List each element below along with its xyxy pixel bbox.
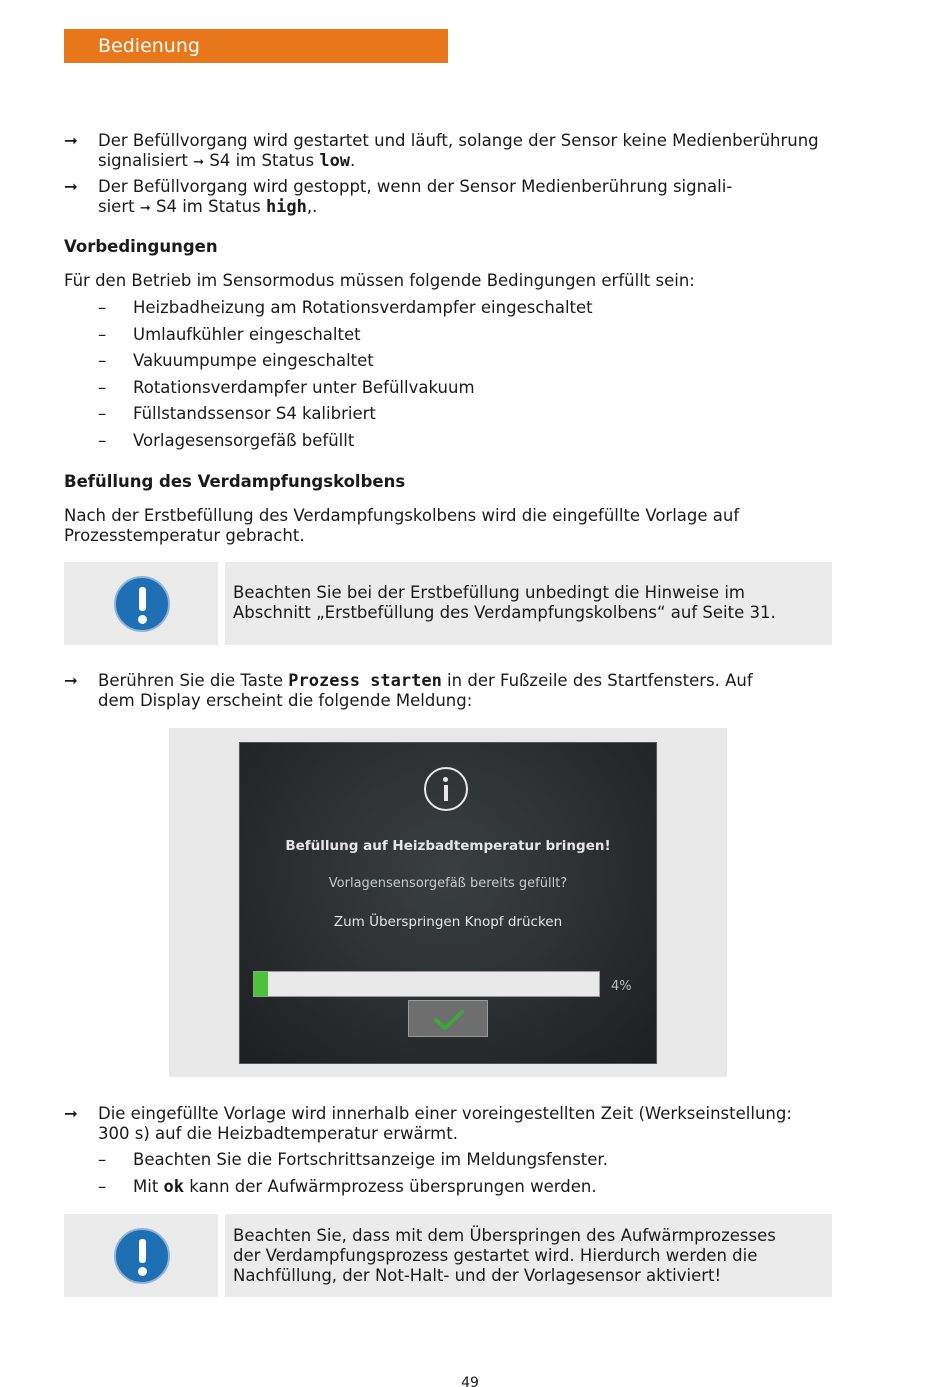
progress-bar: [253, 971, 600, 997]
step-item-2: [64, 1104, 844, 1144]
status-code-high: high: [265, 197, 307, 217]
list-item: – Vorlagesensorgefäß befüllt: [98, 430, 355, 450]
list-item: – Heizbadheizung am Rotationsverdampfer eingeschaltet: [98, 298, 593, 317]
list-item: – Beachten Sie die Fortschrittsanzeige im Meldungsfenster.: [98, 1150, 608, 1169]
note-text-1: Beachten Sie bei der Erstbefüllung unbedingt die Hinweise im Abschnitt „Erstbefüllung des Verdampfungskolbens“ auf Seite 31.: [225, 562, 832, 645]
intro-item-1: [64, 131, 844, 173]
small-arrow-icon: ➞: [193, 155, 205, 170]
list-item: – Rotationsverdampfer unter Befüllvakuum: [98, 377, 475, 397]
heading-prerequisites: Vorbedingungen: [64, 237, 218, 256]
arrow-right-icon: ➞: [64, 131, 78, 150]
info-icon: [424, 767, 468, 811]
note-box-2: [64, 1214, 832, 1297]
display-question: Vorlagensensorgefäß bereits gefüllt?: [328, 876, 568, 891]
arrow-right-icon: ➞: [64, 177, 78, 196]
arrow-right-icon: ➞: [64, 671, 78, 690]
note-icon-cell: [64, 1214, 218, 1297]
intro-item-2: [64, 177, 844, 219]
intro-item-2-text: Der Befüllvorgang wird gestoppt, wenn der Sensor Medienberührung signali- siert ➞ S4 im Status high,.: [98, 177, 733, 217]
page-number: 49: [461, 1375, 479, 1387]
step-item-2-text: Die eingefüllte Vorlage wird innerhalb einer voreingestellten Zeit (Werkseinstellung: 300 s) auf die Heizbadtemperatur erwärmt.: [98, 1104, 792, 1143]
exclamation-icon: [114, 1228, 170, 1284]
ok-button[interactable]: [408, 1000, 488, 1037]
note-icon-cell: [64, 562, 218, 645]
display-title: Befüllung auf Heizbadtemperatur bringen!: [285, 838, 611, 854]
small-arrow-icon: ➞: [139, 201, 151, 216]
step-item-1-text: Berühren Sie die Taste Prozess starten in der Fußzeile des Startfensters. Auf dem Display erscheint die folgende Meldung:: [98, 671, 753, 710]
exclamation-icon: [114, 576, 170, 632]
arrow-right-icon: ➞: [64, 1104, 78, 1123]
note-box-1: [64, 562, 832, 645]
display-skip-hint: Zum Überspringen Knopf drücken: [333, 914, 563, 930]
status-code-low: low: [319, 151, 351, 171]
step-2-sublist: [98, 1150, 608, 1203]
prereq-list: [98, 298, 593, 458]
list-item: – Mit ok kann der Aufwärmprozess übersprungen werden.: [98, 1176, 597, 1197]
step-item-1: [64, 671, 844, 711]
screenshot-figure: [169, 728, 727, 1077]
checkmark-icon: [433, 1009, 465, 1031]
prereq-intro: Für den Betrieb im Sensormodus müssen folgende Bedingungen erfüllt sein:: [64, 271, 695, 290]
heading-filling: Befüllung des Verdampfungskolbens: [64, 472, 406, 491]
progress-percent: 4%: [611, 979, 632, 994]
key-name-ok: ok: [163, 1176, 185, 1197]
progress-fill: [254, 972, 268, 996]
filling-paragraph: Nach der Erstbefüllung des Verdampfungskolbens wird die eingefüllte Vorlage auf Prozesstemperatur gebracht.: [64, 506, 740, 545]
list-item: – Füllstandssensor S4 kalibriert: [98, 404, 376, 424]
key-name-process-start: Prozess starten: [288, 671, 442, 691]
intro-item-1-text: Der Befüllvorgang wird gestartet und läuft, solange der Sensor keine Medienberührung signalisiert ➞ S4 im Status low.: [98, 131, 819, 171]
device-display: [239, 742, 657, 1064]
list-item: – Vakuumpumpe eingeschaltet: [98, 351, 374, 371]
list-item: – Umlaufkühler eingeschaltet: [98, 324, 361, 344]
section-title: Bedienung: [98, 35, 200, 57]
section-header: [64, 29, 448, 63]
note-text-2: Beachten Sie, dass mit dem Überspringen des Aufwärmprozesses der Verdampfungsprozess gestartet wird. Hierdurch werden die Nachfüllung, der Not-Halt- und der Vorlagesensor aktiviert!: [225, 1214, 832, 1297]
